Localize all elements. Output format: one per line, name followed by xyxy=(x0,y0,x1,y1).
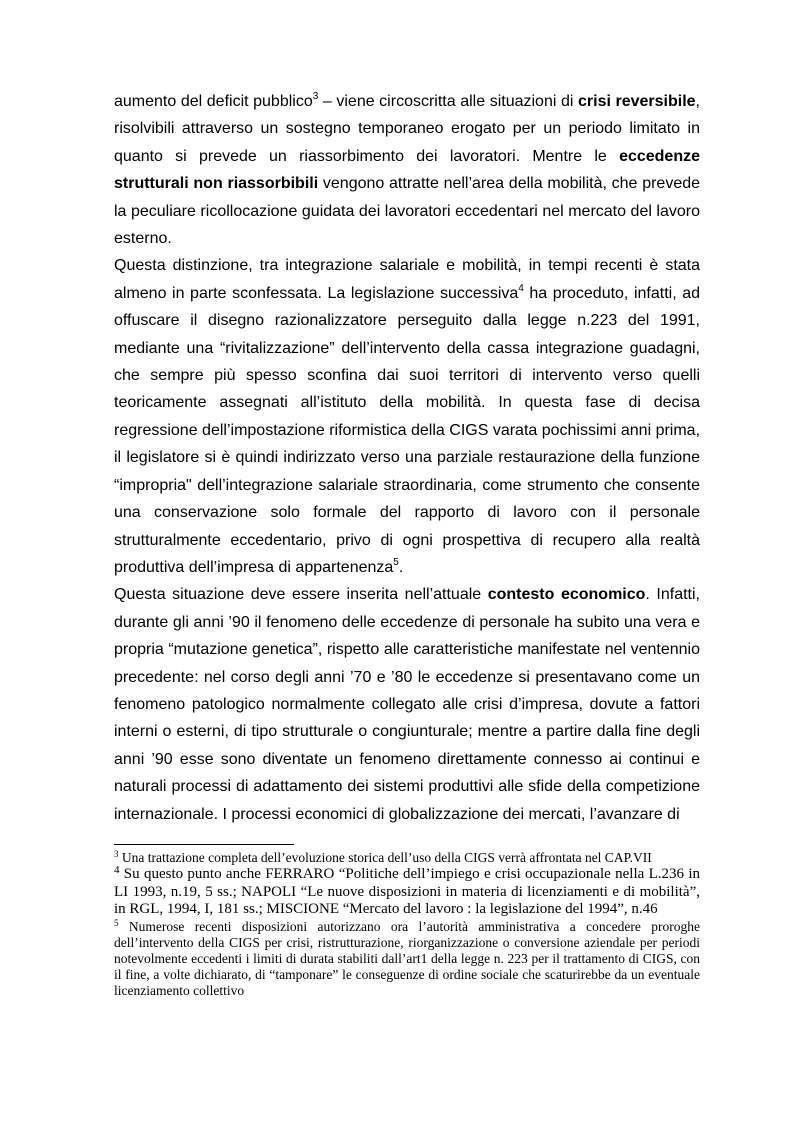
footnote-number: 4 xyxy=(114,864,120,876)
text-run: . Infatti, durante gli anni ’90 il fenomeno delle eccedenze di personale ha subito una vera e propria “mutazione genetica”, rispetto alle caratteristiche manifestate nel ventennio precedente: nel corso degli anni ’70 e ’80 le eccedenze si presentavano come un fenomeno patologico normalmente collegato alle crisi d’impresa, dovute a fattori interni o esterni, di tipo strutturale o congiunturale; mentre a partire dalla fine degli anni ’90 esse sono diventate un fenomeno direttamente connesso ai continui e naturali processi di adattamento dei sistemi produttivi alle sfide della competizione internazionale. I processi economici di globalizzazione dei mercati, l’avanzare di xyxy=(114,586,700,823)
footnote-text: Numerose recenti disposizioni autorizzano ora l’autorità amministrativa a concedere proroghe dell’intervento della CIGS per crisi, ristrutturazione, riorganizzazione o conversione aziendale per periodi notevolmente eccedenti i limiti di durata stabiliti dall’art1 della legge n. 223 per il trattamento di CIGS, con il fine, a volte dichiarato, di “tamponare” le conseguenze di ordine sociale che scaturirebbe da un eventuale licenziamento collettivo xyxy=(114,918,700,998)
bold-term-eccedenze-strutturali: eccedenze strutturali non riassorbibili xyxy=(114,147,700,193)
footnote-number: 5 xyxy=(114,917,119,928)
footnote-text: Su questo punto anche FERRARO “Politiche dell’impiego e crisi occupazionale nella L.236 in LI 1993, n.19, 5 ss.; NAPOLI “Le nuove disposizioni in materia di licenziamenti e di mobilità”, in RGL, 1994, I, 181 ss.; MISCIONE “Mercato del lavoro : la legislazione del 1994”, n.46 xyxy=(114,866,700,918)
bold-term-crisi-reversibile: crisi reversibile xyxy=(578,93,696,110)
text-run: . xyxy=(398,558,404,576)
footnote-ref-3[interactable]: 3 xyxy=(312,91,319,102)
footnote-separator xyxy=(114,844,294,845)
text-run: , risolvibili attraverso un sostegno temporaneo erogato per un periodo limitato in quanto si prevede un riassorbimento dei lavoratori. Mentre le xyxy=(114,93,700,165)
footnote-4 xyxy=(114,866,700,919)
paragraph-crisi-reversibile xyxy=(114,88,700,252)
text-run: Questa distinzione, tra integrazione salariale e mobilità, in tempi recenti è stata almeno in parte sconfessata. La legislazione successiva xyxy=(114,257,700,302)
footnote-ref-5[interactable]: 5 xyxy=(393,556,399,568)
text-run: aumento del deficit pubblico xyxy=(114,93,313,110)
text-run: ha proceduto, infatti, ad offuscare il disegno razionalizzatore perseguito dalla legge n.223 del 1991, mediante una “rivitalizzazione” dell’intervento della cassa integrazione guadagni, che sempre più spesso sconfina dai suoi territori di intervento verso quelli teoricamente assegnati all’istituto della mobilità. In questa fase di decisa regressione dell’impostazione riformistica della CIGS varata pochissimi anni prima, il legislatore si è quindi indirizzato verso una parziale restaurazione della funzione “impropria" dell’integrazione salariale straordinaria, come strumento che consente una conservazione solo formale del rapporto di lavoro con il personale strutturalmente eccedentario, privo di ogni prospettiva di recupero alla realtà produttiva dell’impresa di appartenenza xyxy=(114,284,701,576)
footnote-ref-4[interactable]: 4 xyxy=(518,282,524,294)
footnote-3 xyxy=(114,850,700,866)
footnote-text: Una trattazione completa dell’evoluzione storica dell’uso della CIGS verrà affrontata nel CAP.VII xyxy=(118,850,652,865)
document-body xyxy=(114,88,700,828)
paragraph-distinzione xyxy=(114,252,700,581)
footnotes xyxy=(114,850,700,999)
text-run: Questa situazione deve essere inserita nell’attuale xyxy=(114,586,488,604)
text-run: – viene circoscritta alle situazioni di xyxy=(318,93,578,110)
footnote-number: 3 xyxy=(114,849,119,859)
footnote-5 xyxy=(114,919,700,999)
paragraph-contesto-economico xyxy=(114,581,700,828)
text-run: vengono attratte nell’area della mobilità, che prevede la peculiare ricollocazione guidata dei lavoratori eccedentari nel mercato del lavoro esterno. xyxy=(114,175,701,248)
bold-term-contesto-economico: contesto economico xyxy=(487,586,646,604)
